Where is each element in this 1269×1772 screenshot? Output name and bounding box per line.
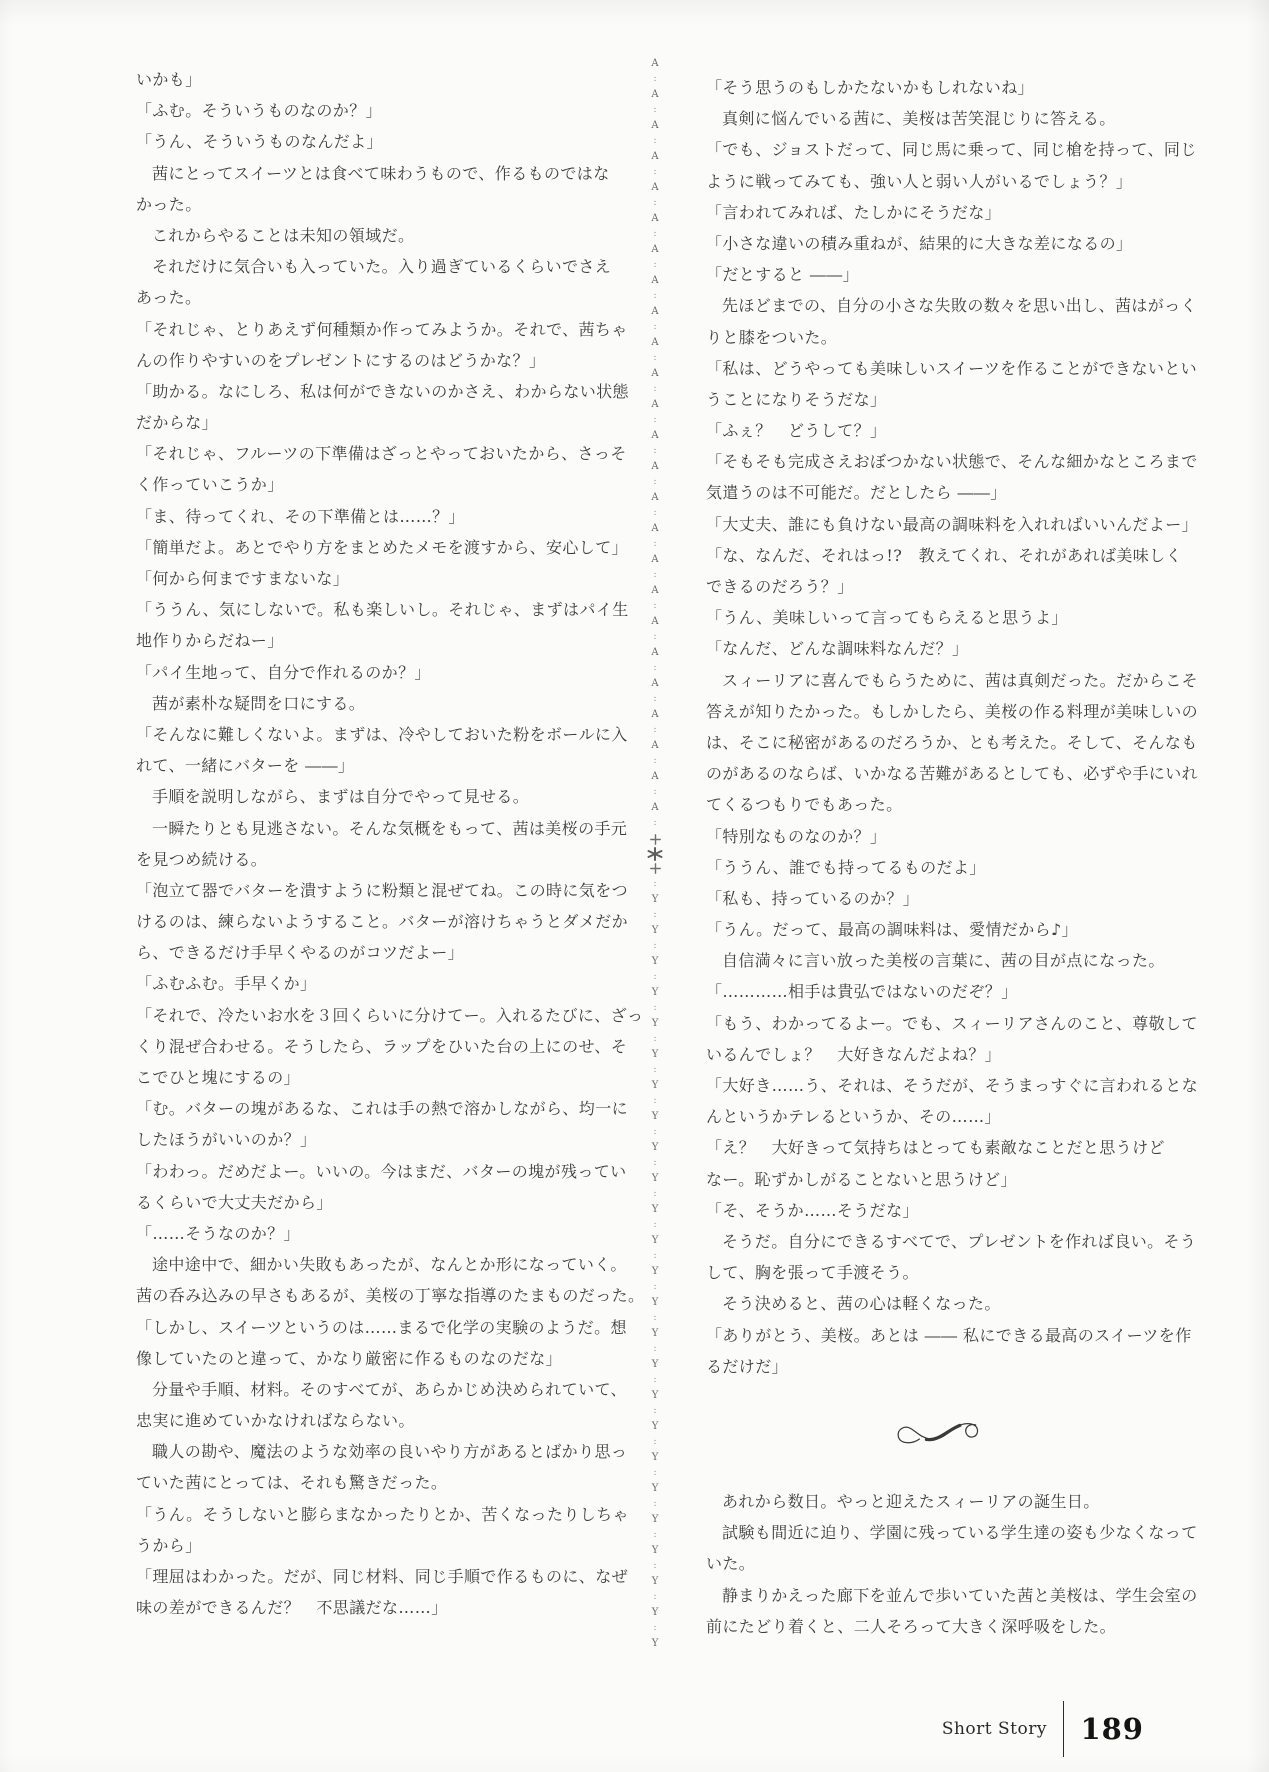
down-arrow-dot-unit: : Y [651,910,659,936]
text-line: 「うん、美味しいって言ってもらえると思うよ」 [706,608,1068,628]
up-arrow-dot-unit: A : [651,306,659,332]
page-footer [900,1694,1200,1764]
text-line: 「うん。そうしないと膨らまなかったりとか、苦くなったりしちゃ [136,1504,629,1524]
footer-divider-rule [1063,1701,1065,1757]
text-line: こでひと塊にするの」 [136,1068,301,1087]
up-arrow-dot-unit: A : [651,89,659,115]
text-line: して、胸を張って手渡そう。 [706,1263,919,1283]
text-line: のがあるのならば、いかなる苦難があるとしても、必ずや手にいれ [706,764,1199,784]
up-arrow-dot-unit: A : [651,182,659,208]
divider-flower-icon [647,847,663,861]
down-arrow-dot-unit: : Y [651,1561,659,1587]
up-arrow-dot-unit: A : [651,492,659,518]
down-arrow-dot-unit: : Y [651,1437,659,1463]
text-line: いかも」 [136,70,202,89]
text-line: 忠実に進めていかなければならない。 [136,1411,415,1431]
text-line: 「もう、わかってるよー。でも、スィーリアさんのこと、尊敬して [706,1013,1198,1033]
down-arrow-dot-unit: : Y [651,1096,659,1122]
text-line: るくらいで大丈夫だから」 [136,1192,333,1212]
text-line: 「簡単だよ。あとでやり方をまとめたメモを渡すから、安心して」 [136,537,629,557]
text-line: これからやることは未知の領域だ。 [152,225,415,245]
right-text-column-after-flourish [706,1486,1198,1642]
text-line: あった。 [136,288,202,308]
text-line: 「ふむふむ。手早くか」 [136,974,317,994]
text-line: 「パイ生地って、自分で作れるのか？」 [136,662,431,682]
text-line: 先ほどまでの、自分の小さな失敗の数々を思い出し、茜はがっく [722,296,1197,316]
down-arrow-dot-unit: : Y [651,1065,659,1091]
up-arrow-dot-unit: A : [651,585,659,611]
up-arrow-dot-unit: A : [651,244,659,270]
text-line: 「む。バターの塊があるな、これは手の熱で溶かしながら、均一に [136,1099,629,1119]
text-line: てくるつもりでもあった。 [706,795,903,815]
down-arrow-dot-unit: : Y [651,879,659,905]
calligraphic-swirl-icon [893,1412,981,1452]
divider-center-ornament [647,831,663,877]
text-line: 「ま、待ってくれ、その下準備とは……？」 [136,506,465,526]
text-line: 「なんだ、どんな調味料なんだ？」 [706,639,969,659]
up-arrow-dot-unit: A : [651,337,659,363]
text-line: スィーリアに喜んでもらうために、茜は真剣だった。だからこそ [722,670,1199,690]
text-line: 「な、なんだ、それはっ!? 教えてくれ、それがあれば美味しく [706,545,1182,565]
text-line: うから」 [136,1535,202,1555]
down-arrow-dot-unit: : Y [651,941,659,967]
up-arrow-dot-unit: A : [651,554,659,580]
text-line: 「大丈夫、誰にも負けない最高の調味料を入れればいいんだよー」 [706,514,1199,534]
divider-plus-icon [650,834,661,845]
text-line: 茜にとってスイーツとは食べて味わうもので、作るものではな [152,163,610,183]
page-number: 189 [1080,1712,1144,1746]
text-line: 試験も間近に迫り、学園に残っている学生達の姿も少なくなって [722,1523,1198,1543]
text-line: るだけだ」 [706,1356,789,1376]
text-line: かった。 [136,194,202,214]
text-line: 味の差ができるんだ？ 不思議だな……」 [136,1598,448,1618]
divider-bottom-arrows [652,877,659,1652]
up-arrow-dot-unit: A : [651,523,659,549]
up-arrow-dot-unit: A : [651,616,659,642]
text-line: 「でも、ジョストだって、同じ馬に乗って、同じ槍を持って、同じ [706,140,1197,160]
down-arrow-dot-unit: : Y [651,1344,659,1370]
text-line: 途中途中で、細かい失敗もあったが、なんとか形になっていく。 [152,1255,627,1275]
text-line: 「大好き……う、それは、そうだが、そうまっすぐに言われるとな [706,1076,1199,1095]
up-arrow-dot-unit: A : [651,461,659,487]
text-line: そう決めると、茜の心は軽くなった。 [722,1294,1001,1314]
text-line: 「何から何まですまないな」 [136,569,350,588]
down-arrow-dot-unit: : Y [651,972,659,998]
up-arrow-dot-unit: A : [651,647,659,673]
text-line: ら、できるだけ手早くやるのがコツだよー」 [136,943,465,963]
text-line: を見つめ続ける。 [136,849,268,869]
column-divider [646,56,664,1652]
text-line: 「ふむ。そういうものなのか？」 [136,101,383,121]
divider-top-arrows [651,56,658,831]
text-line: 「理屈はわかった。だが、同じ材料、同じ手順で作るものに、なぜ [136,1567,629,1586]
up-arrow-dot-unit: A : [651,430,659,456]
text-line: 「そんなに難しくないよ。まずは、冷やしておいた粉をボールに入 [136,724,628,744]
text-line: なー。恥ずかしがることないと思うけど」 [706,1169,1017,1189]
down-arrow-dot-unit: : Y [651,1189,659,1215]
text-line: りと膝をついた。 [706,327,838,347]
text-line: 「だとすると ――」 [706,265,860,285]
text-line: 手順を説明しながら、まずは自分でやって見せる。 [152,787,530,807]
down-arrow-dot-unit: : Y [651,1127,659,1153]
text-line: んというかテレるというか、その……」 [706,1107,1001,1127]
up-arrow-dot-unit: A : [651,399,659,425]
text-line: いた。 [706,1554,756,1574]
text-line: 職人の勘や、魔法のような効率の良いやり方があるとばかり思っ [152,1442,628,1462]
text-line: ていた茜にとっては、それも驚きだった。 [136,1473,448,1493]
down-arrow-dot-unit: : Y [651,1034,659,1060]
down-arrow-dot-unit: : Y [651,1530,659,1556]
text-line: 「そう思うのもしかたないかもしれないね」 [706,78,1035,97]
text-line: 「それで、冷たいお水を３回くらいに分けてー。入れるたびに、ざっ [136,1005,644,1025]
down-arrow-dot-unit: : Y [651,1406,659,1432]
up-arrow-dot-unit: A : [651,678,659,704]
text-line: 「言われてみれば、たしかにそうだな」 [706,202,1002,222]
text-line: 「そもそも完成さえおぼつかない状態で、そんな細かなところまで [706,452,1198,472]
down-arrow-dot-unit: : Y [651,1220,659,1246]
text-line: 「ううん、誰でも持ってるものだよ」 [706,857,986,877]
text-line: 「特別なものなのか？」 [706,826,887,846]
text-line: 気遣うのは不可能だ。だとしたら ――」 [706,483,1007,503]
text-line: 分量や手順、材料。そのすべてが、あらかじめ決められていて、 [152,1379,627,1399]
text-line: 「そ、そうか……そうだな」 [706,1200,919,1220]
down-arrow-dot-unit: : Y [651,1158,659,1184]
text-line: 「…………相手は貴弘ではないのだぞ？」 [706,982,1018,1002]
up-arrow-dot-unit: A : [651,802,659,828]
up-arrow-dot-unit: A : [651,771,659,797]
text-line: くり混ぜ合わせる。そうしたら、ラップをひいた台の上にのせ、そ [136,1036,628,1056]
text-line: 「私も、持っているのか？」 [706,888,920,908]
text-line: 一瞬たりとも見逃さない。そんな気概をもって、茜は美桜の手元 [152,818,628,838]
down-arrow-dot-unit: : Y [651,1251,659,1277]
up-arrow-dot-unit: A : [651,151,659,177]
text-line: うことになりそうだな」 [706,389,887,409]
down-arrow-dot-unit: : Y [651,1499,659,1525]
left-text-column [136,64,645,1623]
text-line: 地作りからだねー」 [136,631,284,651]
flourish-ornament [893,1412,981,1452]
text-line: いるんでしょ？ 大好きなんだよね？」 [706,1044,1002,1064]
down-arrow-dot-unit: : Y [651,1468,659,1494]
text-line: 静まりかえった廊下を並んで歩いていた茜と美桜は、学生会室の [722,1585,1198,1605]
text-line: 「小さな違いの積み重ねが、結果的に大きな差になるの」 [706,233,1133,253]
text-line: れて、一緒にバターを ――」 [136,756,355,776]
text-line: できるのだろう？」 [706,577,854,596]
text-line: 「それじゃ、フルーツの下準備はざっとやっておいたから、さっそ [136,444,627,464]
text-line: したほうがいいのか？」 [136,1130,317,1150]
text-line: 「うん。だって、最高の調味料は、愛情だから♪」 [706,920,1079,940]
text-line: 「しかし、スイーツというのは……まるで化学の実験のようだ。想 [136,1317,627,1337]
up-arrow-dot-unit: A : [651,120,659,146]
text-line: 「泡立て器でバターを潰すように粉類と混ぜてね。この時に気をつ [136,880,629,900]
text-line: けるのは、練らないようすること。バターが溶けちゃうとダメだか [136,912,629,932]
divider-plus-icon [650,863,661,874]
text-line: 「ありがとう、美桜。あとは ―― 私にできる最高のスイーツを作 [706,1325,1192,1345]
text-line: は、そこに秘密があるのだろうか、とも考えた。そして、そんなも [706,732,1198,752]
text-line: そうだ。自分にできるすべてで、プレゼントを作れば良い。そう [722,1231,1197,1251]
text-line: 「ううん、気にしないで。私も楽しいし。それじゃ、まずはパイ生 [136,600,629,620]
text-line: あれから数日。やっと迎えたスィーリアの誕生日。 [722,1492,1100,1511]
down-arrow-dot-unit: : Y [651,1003,659,1029]
text-line: 茜が素朴な疑問を口にする。 [152,693,366,713]
down-arrow-dot-unit: : Y [651,1592,659,1618]
text-line: 像していたのと違って、かなり厳密に作るものなのだな」 [136,1348,563,1368]
text-line: く作っていこうか」 [136,475,284,495]
text-line: だからな」 [136,413,219,433]
text-line: 「え？ 大好きって気持ちはとっても素敵なことだと思うけど [706,1138,1165,1158]
text-line: 「私は、どうやっても美味しいスイーツを作ることができないとい [706,358,1198,378]
up-arrow-dot-unit: A : [651,709,659,735]
right-text-column [706,72,1199,1382]
text-line: ように戦ってみても、強い人と弱い人がいるでしょう？」 [706,171,1133,191]
section-label: Short Story [941,1719,1047,1739]
down-arrow-dot-unit: : Y [651,1375,659,1401]
down-arrow-dot-unit: : Y [651,1282,659,1308]
up-arrow-dot-unit: A : [651,368,659,394]
text-line: 「……そうなのか？」 [136,1223,301,1243]
text-line: 真剣に悩んでいる茜に、美桜は苦笑混じりに答える。 [722,109,1116,129]
text-line: それだけに気合いも入っていた。入り過ぎているくらいでさえ [152,257,612,277]
text-line: 「それじゃ、とりあえず何種類か作ってみようか。それで、茜ちゃ [136,319,628,339]
text-line: 「わわっ。だめだよー。いいの。今はまだ、バターの塊が残ってい [136,1161,627,1181]
text-line: 「ふぇ？ どうして？」 [706,421,887,441]
text-line: 「助かる。なにしろ、私は何ができないのかさえ、わからない状態 [136,381,629,401]
up-arrow-dot-unit: A : [651,58,659,84]
up-arrow-dot-unit: A : [651,213,659,239]
text-line: 前にたどり着くと、二人そろって大きく深呼吸をした。 [706,1616,1117,1636]
text-line: 自信満々に言い放った美桜の言葉に、茜の目が点になった。 [722,951,1165,971]
text-line: 茜の呑み込みの早さもあるが、美桜の丁寧な指導のたまものだった。 [136,1286,645,1306]
up-arrow-dot-unit: A : [651,740,659,766]
text-line: んの作りやすいのをプレゼントにするのはどうかな？」 [136,350,546,370]
down-arrow-dot-unit: : Y [651,1623,659,1649]
text-line: 答えが知りたかった。もしかしたら、美桜の作る料理が美味しいの [706,701,1199,721]
down-arrow-dot-unit: : Y [651,1313,659,1339]
text-line: 「うん、そういうものなんだよ」 [136,132,383,152]
up-arrow-dot-unit: A : [651,275,659,301]
